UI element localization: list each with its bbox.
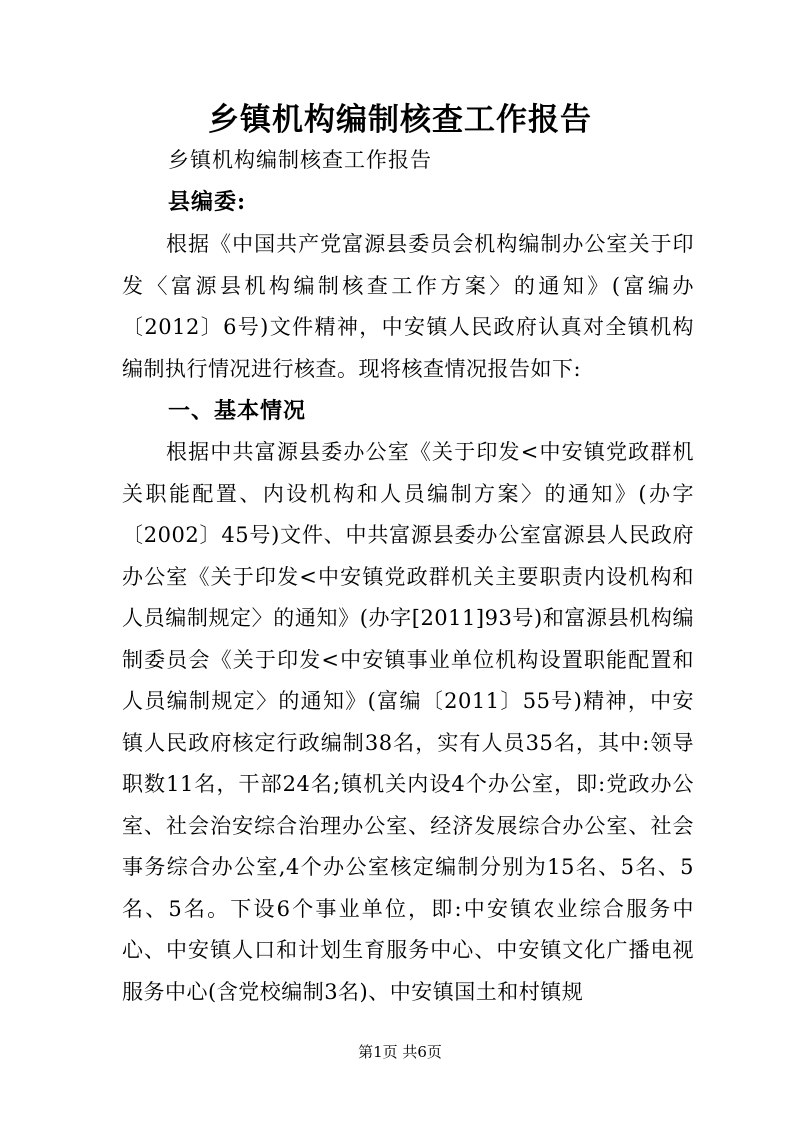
document-subtitle: 乡镇机构编制核查工作报告	[168, 148, 432, 172]
section-heading-basic-situation: 一、基本情况	[168, 398, 307, 424]
salutation: 县编委:	[168, 189, 247, 215]
page-footer: 第1页 共6页	[358, 1043, 442, 1061]
paragraph-basic-situation: 根据中共富源县委办公室《关于印发<中安镇党政群机关职能配置、内设机构和人员编制方案〉的通知》(办字〔2002〕45号)文件、中共富源县委办公室富源县人民政府办公室《关于印发<中安镇党政群机关主要职责内设机构和人员编制规定〉的通知》(办字[2011]93号)和富源县机构编制委员会《关于印发<中安镇事业单位机构设置职能配置和人员编制规定〉的通知》(富编〔2011〕55号)精神，中安镇人民政府核定行政编制38名，实有人员35名，其中:领导职数11名，干部24名;镇机关内设4个办公室，即:党政办公室、社会治安综合治理办公室、经济发展综合办公室、社会事务综合办公室,4个办公室核定编制分别为15名、5名、5名、5名。下设6个事业单位，即:中安镇农业综合服务中心、中安镇人口和计划生育服务中心、中安镇文化广播电视服务中心(含党校编制3名)、中安镇国土和村镇规	[122, 440, 694, 1004]
document-title: 乡镇机构编制核查工作报告	[208, 102, 592, 138]
paragraph-intro: 根据《中国共产党富源县委员会机构编制办公室关于印发〈富源县机构编制核查工作方案〉的通知》(富编办〔2012〕6号)文件精神，中安镇人民政府认真对全镇机构编制执行情况进行核查。现将核查情况报告如下:	[122, 232, 694, 381]
